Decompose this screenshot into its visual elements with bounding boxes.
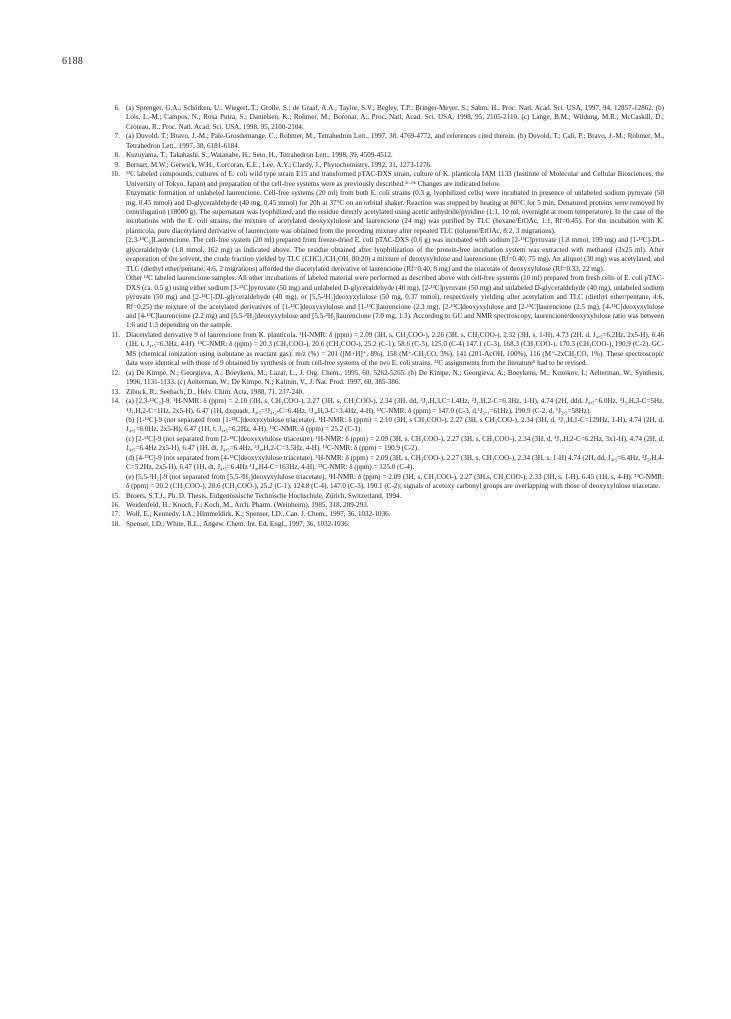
nmr-subentry: (e) [5,5-²H₂]-9 (not separated from [5,5-²H₂]deoxyxylulose triacetate). ¹H-NMR: δ (ppm) = 2.09 (3H, s, CH₃COO-), 2.27 (3H,s, CH₃COO-), 2.33 (3H, s, 1-H), 6.45 (1H, s, 4-H). ¹³C-NMR: δ (ppm) = 20.2 (CH₃COO-), 20.6 (CH₃COO-), 25.2 (C-1), 124.8 (C-4), 147.0 (C-3), 190.1 (C-2); signals of acetoxy carbonyl groups are overlapping with those of deoxyxylulose triacetate. [126, 472, 664, 491]
reference-item [104, 161, 664, 170]
reference-item [104, 501, 664, 510]
experimental-paragraph: Enzymatic formation of unlabeled laurencione. Cell-free systems (20 ml) from both E. coli strains (0.3 g, lyophilized cells) were incubated in presence of unlabeled sodium pyruvate (50 mg, 0.45 mmol) and D-glyceraldehyde (40 mg, 0.45 mmol) for 20h at 37°C on an orbital shaker. Reaction was stopped by heating at 80°C for 5 min. Denatured proteins were removed by centrifugation (18000 g). The supernatant was lyophilized, and the residue directly acetylated using acetic anhydride/pyridine (1:1, 10 ml, overnight at room temperature). In the case of the incubations with the E. coli strains, the mixture of acetylated deoxyxylulose and laurencione (24 mg) was purified by TLC (hexane/EtOAc, 1:1, Rf=0.45). For the incubation with K. planticola, pure diacetylated derivative of laurencione was obtained from the preceding mixture after repeated TLC (toluene/EtOAc, 8:2, 3 migrations). [126, 189, 664, 235]
reference-number: 7. [114, 132, 120, 141]
reference-number: 6. [114, 104, 120, 112]
reference-number: 18. [111, 519, 120, 528]
reference-text: (a) Duvold, T.; Bravo, J.-M.; Pale-Grosdemange, C.; Rohmer, M., Tetrahedron Lett., 1997, 38, 4769-4772, and references cited therein. (b) Duvold, T.; Cali, P.; Bravo, J.-M.; Rohmer, M., Tetrahedron Lett., 1997, 38, 6181-6184. [126, 132, 664, 150]
reference-item [104, 388, 664, 397]
reference-number: 14. [111, 397, 120, 406]
reference-text: Broers, S.T.J., Ph. D. Thesis, Eidgenössische Technische Hochschule, Zürich, Switzerland, 1994. [126, 491, 402, 500]
reference-item [104, 492, 664, 501]
reference-number: 9. [114, 160, 120, 169]
nmr-subentry: (b) [1-¹³C]-9 (not separated from [1-¹³C]deoxyxylulose triacetate). ¹H-NMR: δ (ppm) = 2.10 (3H, s CH₃COO-), 2.27 (3H, s CH₃COO-), 2.34 (3H, d, ¹J₁,H,1-C=129Hz, 1-H), 4.74 (2H, d, J₄,₅=6.0Hz, 2x5-H), 6.47 (1H, t, J₄,₅=6.2Hz, 4-H). ¹³C-NMR: δ (ppm) = 25.2 (C-1). [126, 415, 664, 434]
reference-text: (a) Sprenger, G.A.; Schörken, U.; Wiegert,.T.; Grolle, S.; de Graaf, A.A.; Taylor, S.V.; Begley, T.P.; Bringer-Meyer, S.; Sahm, H., Proc. Natl. Acad. Sci. USA, 1997, 94, 12857-12862. (b) Lois, L.-M.; Campos, N.; Rosa Putra, S.; Danielsen, K.; Rohmer, M.; Boronat, A., Proc. Natl. Acad. Sci. USA, 1998, 95, 2105-2110. (c) Lange, B.M.; Wildung, M.R.; McCaskill, D.; Croteau, R., Proc. Natl. Acad. Sci. USA, 1998, 95, 2100-2104. [126, 104, 664, 131]
reference-item [104, 151, 664, 160]
nmr-subentry: (d) [4-¹³C]-9 (not separated from [4-¹³C]deoxyxylulose triacetate). ¹H-NMR: δ (ppm) = 2.09 (3H, s, CH₃COO-), 2.27 (3H, s, CH₃COO-), 2.34 (3H, s, 1-H) 4.74 (2H, dd, J₄,₅=6.4Hz, ²J₅,H,4-C=5.2Hz, 2x5-H), 6.47 (1H, dt, J₄,₅=6.4Hz ¹J₄,H4-C=163Hz, 4-H). ¹³C-NMR: δ (ppm) = 125.0 (C-4). [126, 453, 664, 472]
reference-number: 11. [111, 330, 120, 339]
reference-text: Diacetylated derivative 9 of laurencione from K. planticola. ¹H-NMR: δ (ppm) = 2.09 (3H, s, CH₃COO-), 2.26 (3H, s, CH₃COO-), 2.32 (3H, s, 1-H), 4.73 (2H, d, J₄,₅=6.2Hz, 2x5-H), 6.46 (1H, t, J₄,₅=6.3Hz, 4-H). ¹³C-NMR: δ (ppm) = 20.3 (CH₃COO-), 20.6 (CH₃COO-), 25.2 (C-1), 58.6 (C-5), 125.0 (C-4) 147.1 (C-3), 168.3 (CH₃COO-), 170.3 (CH₃COO-), 190.9 (C-2). GC-MS (chemical ionization using isobutane as reactant gas): m/z (%) = 201 ([M+H]⁺, 8%), 158 (M⁺-CH₂CO, 3%), 141 (201-AcOH, 100%), 116 (M⁺-2xCH₂CO, 1%). These spectroscopic data were identical with those of 9 obtained by synthesis or from cell-free systems of the two E. coli strains. ¹³C assignments from the literature⁹ had to be revised. [126, 330, 664, 368]
reference-text: Wolf, E.; Kennedy, I.A.; Himmeldirk, K.; Spenser, I.D., Can. J. Chem., 1997, 36, 1032-1036. [126, 510, 391, 519]
reference-text: Weidenfeld, H.; Knoch, F.; Koch, M., Arch. Pharm. (Weinheim), 1985, 318, 289-293. [126, 501, 369, 510]
reference-item [104, 369, 664, 388]
reference-item [104, 170, 664, 331]
reference-text: (a) De Kimpe, N.; Georgieva, A.; Boeykens, M.; Lazar, L., J. Org. Chem., 1995, 60, 5262-5265. (b) De Kimpe, N.; Georgieva, A.; Boeykens, M.; Kozekov, I.; Aelterman, W., Synthesis, 1996, 1131-1133. (c) Aelterman, W.; De Kimpe, N.; Kalinin, V., J. Nat. Prod. 1997, 60, 385-386. [126, 368, 664, 387]
reference-number: 17. [111, 510, 120, 519]
reference-item [104, 520, 664, 529]
reference-text: ¹³C labeled compounds, cultures of E. coli wild type strain E15 and transformed pTAC-DXS strain, culture of K. planticola IAM 1133 (Institute of Molecular and Cellular Biosciences, the University of Tokyo, Japan) and preparation of the cell-free systems were as previously described.³ᶜ·⁶ᵇ Changes are indicated below. [126, 170, 664, 188]
reference-item [104, 397, 664, 492]
reference-number: 8. [114, 151, 120, 160]
reference-number: 15. [111, 491, 120, 500]
reference-list [104, 104, 664, 529]
reference-text: Spenser, I.D.; White, R.L., Angew. Chem. Int. Ed. Engl., 1997, 36, 1032-1036. [126, 519, 350, 528]
reference-item [104, 510, 664, 519]
reference-text: Bernart, M.W.; Gerwick, W.H., Corcoran, E.E.; Lee, A.Y.; Clardy, J., Phytochemistry, 1992, 31, 1273-1276. [126, 160, 432, 169]
nmr-subentry: (c) [2-¹³C]-9 (not separated from [2-¹³C]deoxyxylulose triacetate). ¹H-NMR: δ (ppm) = 2.09 (3H, s, CH₃COO-), 2.27 (3H, s, CH₃COO-), 2.34 (3H, d, ²J₁,H,2-C=6.2Hz, 3x1-H), 4.74 (2H, d, J₄,₅=6.4Hz 2x5-H), 6.47 (1H, dt, J₄,₅=6.4Hz, ³J₄,H,2-C=3.5Hz, 4-H). ¹³C-NMR: δ (ppm) = 190.9 (C-2). [126, 434, 664, 453]
experimental-paragraph: Other ¹³C labeled laurencione samples. All other incubations of labeled material were performed as described above with cell-free systems (10 ml) prepared from fresh cells of E. coli pTAC-DXS (ca. 0.5 g) using either sodium [3-¹³C]pyruvate (50 mg) and unlabeled D-glyceraldehyde (40 mg), [2-¹³C]pyruvate (50 mg) and unlabeled D-glyceraldehyde (40 mg), unlabeled sodium pyruvate (50 mg) and [2-¹³C]-DL-glyceraldehyde (40 mg), or [5,5-²H₂]deoxyxylulose (50 mg, 0.37 mmol), respectively yielding after acetylation and TLC (diethyl ether/pentane, 4:6, Rf=0.25) the mixture of the acetylated derivatives of [1-¹³C]deoxyxylulose and [1-¹³C]laurencione (2.3 mg), [2-¹³C]deoxyxylulose and [2-¹³C]laurencione (2.5 mg), [4-¹³C]deoxyxylulose and [4-¹³C]laurencione (2.2 mg) and [5,5-²H₂]deoxyxylulose and [5,5-²H₂]laurencione (7.0 mg, 1:3). According to GC and NMR spectroscopy, laurencione/deoxyxylulose ratio was between 1:6 and 1:3 depending on the sample. [126, 274, 664, 330]
reference-number: 13. [111, 387, 120, 396]
experimental-paragraph: [2,3-¹³C₂]Laurencione. The cell-free system (20 ml) prepared from freeze-dried E. coli pTAC-DXS (0.6 g) was incubated with sodium [2-¹³C]pyruvate (1.8 mmol, 199 mg) and [1-¹³C]-DL-glyceraldehyde (1.8 mmol, 162 mg) as indicated above. The residue obtained after lyophilization of the protein-free incubation system was extracted with methanol (3x25 ml). After evaporation of the solvent, the crude fraction yielded by TLC (CHCl₃/CH₃OH, 80:20) a mixture of deoxyxylulose and laurencione (Rf=0.40, 75 mg). An aliquot (30 mg) was acetylated, and TLC (diethyl ether/pentane, 4:6, 2 migrations) afforded the diacetylated derivative of laurencione (Rf=0.40, 8 mg) and the triacetate of deoxyxylulose (Rf=0.33, 22 mg). [126, 236, 664, 273]
reference-item [104, 132, 664, 151]
reference-number: 12. [111, 368, 120, 377]
reference-text: (a) [2,3-¹³C₂]-9. ¹H-NMR: δ (ppm) = 2.10 (3H, s, CH₃COO-), 2.27 (3H, s, CH₃COO-), 2.34 (3H, dd, ³J₁,H,3,C=1.4Hz, ²J₁,H,2-C=6.3Hz, 1-H), 4.74 (2H, ddd, J₄,₅=6.0Hz, ³J₅,H,3-C=5Hz, ⁴J₅,H,2-C=1Hz, 2x5-H), 6.47 (1H, dxquadr, J₄,₅=³J₄,₂-C=6.4Hz, ²J₄,H,3-C=3.4Hz, 4-H). ¹³C-NMR: δ (ppm) = 147.0 (C-3, d,¹J₂,₃=61Hz), 190.9 (C-2, d, ¹J₂,₃=58Hz). [126, 397, 664, 415]
reference-number: 16. [111, 501, 120, 510]
reference-number: 10. [111, 170, 120, 179]
page-number: 6188 [62, 56, 84, 67]
reference-item [104, 104, 664, 132]
reference-text: Kuzuyama, T.; Takahashi, S., Watanabe, H.; Seto, H., Tetrahedron Lett., 1998, 39, 4509-4512. [126, 151, 393, 160]
reference-item [104, 331, 664, 369]
reference-text: Zibuck, R.; Seebach, D., Helv. Chim. Acta, 1988, 71, 237-240. [126, 387, 305, 396]
